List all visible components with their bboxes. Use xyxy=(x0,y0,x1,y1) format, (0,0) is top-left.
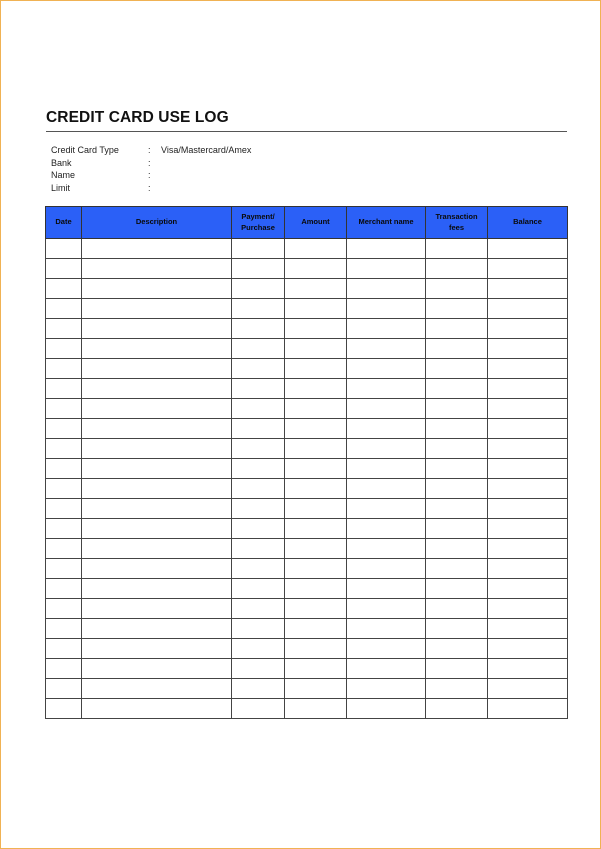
cell-amount[interactable] xyxy=(285,459,347,479)
cell-payment-purchase[interactable] xyxy=(232,279,285,299)
cell-transaction-fees[interactable] xyxy=(426,339,488,359)
cell-balance[interactable] xyxy=(488,419,568,439)
cell-balance[interactable] xyxy=(488,319,568,339)
cell-balance[interactable] xyxy=(488,239,568,259)
cell-description[interactable] xyxy=(82,659,232,679)
cell-balance[interactable] xyxy=(488,439,568,459)
info-row-bank xyxy=(51,157,251,170)
cell-transaction-fees[interactable] xyxy=(426,239,488,259)
cell-balance[interactable] xyxy=(488,279,568,299)
info-label: Bank xyxy=(51,157,72,168)
cell-balance[interactable] xyxy=(488,479,568,499)
table-row xyxy=(46,239,568,259)
cell-transaction-fees[interactable] xyxy=(426,419,488,439)
cell-merchant-name[interactable] xyxy=(347,659,426,679)
cell-balance[interactable] xyxy=(488,459,568,479)
cell-payment-purchase[interactable] xyxy=(232,259,285,279)
cell-amount[interactable] xyxy=(285,439,347,459)
cell-balance[interactable] xyxy=(488,259,568,279)
cell-amount[interactable] xyxy=(285,699,347,719)
cell-date[interactable] xyxy=(46,539,82,559)
table-row xyxy=(46,519,568,539)
cell-amount[interactable] xyxy=(285,499,347,519)
info-label: Name xyxy=(51,170,76,180)
cell-transaction-fees[interactable] xyxy=(426,379,488,399)
table-row xyxy=(46,259,568,279)
cell-balance[interactable] xyxy=(488,539,568,559)
cell-merchant-name[interactable] xyxy=(347,319,426,339)
cell-amount[interactable] xyxy=(285,679,347,699)
table-row xyxy=(46,619,568,639)
cell-amount[interactable] xyxy=(285,419,347,439)
credit-card-log-table xyxy=(45,206,568,719)
cell-description[interactable] xyxy=(82,319,232,339)
cell-description[interactable] xyxy=(82,399,232,419)
cell-amount[interactable] xyxy=(285,539,347,559)
table-row xyxy=(46,639,568,659)
table-row xyxy=(46,659,568,679)
cell-payment-purchase[interactable] xyxy=(232,439,285,459)
cell-date[interactable] xyxy=(46,619,82,639)
cell-payment-purchase[interactable] xyxy=(232,239,285,259)
cell-description[interactable] xyxy=(82,679,232,699)
cell-description[interactable] xyxy=(82,559,232,579)
cell-merchant-name[interactable] xyxy=(347,339,426,359)
cell-transaction-fees[interactable] xyxy=(426,639,488,659)
cell-date[interactable] xyxy=(46,479,82,499)
info-colon: : xyxy=(148,157,151,168)
cell-merchant-name[interactable] xyxy=(347,559,426,579)
cell-payment-purchase[interactable] xyxy=(232,339,285,359)
table-row xyxy=(46,359,568,379)
cell-transaction-fees[interactable] xyxy=(426,699,488,719)
table-row xyxy=(46,559,568,579)
cell-date[interactable] xyxy=(46,379,82,399)
cell-description[interactable] xyxy=(82,279,232,299)
cell-amount[interactable] xyxy=(285,399,347,419)
cell-payment-purchase[interactable] xyxy=(232,459,285,479)
cell-payment-purchase[interactable] xyxy=(232,299,285,319)
column-header-merchant-name: Merchant name xyxy=(347,207,426,239)
cell-merchant-name[interactable] xyxy=(347,359,426,379)
cell-description[interactable] xyxy=(82,539,232,559)
cell-date[interactable] xyxy=(46,699,82,719)
cell-payment-purchase[interactable] xyxy=(232,639,285,659)
table-row xyxy=(46,299,568,319)
cell-amount[interactable] xyxy=(285,639,347,659)
table-row xyxy=(46,479,568,499)
table-row xyxy=(46,499,568,519)
column-header-balance: Balance xyxy=(488,207,568,239)
cell-date[interactable] xyxy=(46,639,82,659)
info-colon: : xyxy=(148,182,151,193)
cell-payment-purchase[interactable] xyxy=(232,559,285,579)
cell-payment-purchase[interactable] xyxy=(232,499,285,519)
cell-amount[interactable] xyxy=(285,599,347,619)
cell-payment-purchase[interactable] xyxy=(232,379,285,399)
cell-description[interactable] xyxy=(82,419,232,439)
cell-merchant-name[interactable] xyxy=(347,639,426,659)
info-row-card-type xyxy=(51,144,251,157)
cell-transaction-fees[interactable] xyxy=(426,399,488,419)
cell-balance[interactable] xyxy=(488,619,568,639)
info-value-card-type[interactable]: Visa/Mastercard/Amex xyxy=(161,145,252,155)
cell-amount[interactable] xyxy=(285,319,347,339)
cell-date[interactable] xyxy=(46,399,82,419)
cell-merchant-name[interactable] xyxy=(347,379,426,399)
info-label: Limit xyxy=(51,182,71,193)
title-underline xyxy=(46,131,567,132)
cell-balance[interactable] xyxy=(488,519,568,539)
cell-amount[interactable] xyxy=(285,339,347,359)
table-row xyxy=(46,419,568,439)
cell-date[interactable] xyxy=(46,279,82,299)
cell-description[interactable] xyxy=(82,519,232,539)
cell-date[interactable] xyxy=(46,659,82,679)
cell-transaction-fees[interactable] xyxy=(426,519,488,539)
cell-description[interactable] xyxy=(82,259,232,279)
cell-transaction-fees[interactable] xyxy=(426,299,488,319)
cell-payment-purchase[interactable] xyxy=(232,419,285,439)
cell-balance[interactable] xyxy=(488,639,568,659)
cell-transaction-fees[interactable] xyxy=(426,659,488,679)
column-header-description: Description xyxy=(82,207,232,239)
cell-amount[interactable] xyxy=(285,299,347,319)
cell-date[interactable] xyxy=(46,299,82,319)
cell-description[interactable] xyxy=(82,379,232,399)
cell-payment-purchase[interactable] xyxy=(232,699,285,719)
cell-amount[interactable] xyxy=(285,659,347,679)
cell-transaction-fees[interactable] xyxy=(426,319,488,339)
cell-balance[interactable] xyxy=(488,359,568,379)
cell-transaction-fees[interactable] xyxy=(426,439,488,459)
table-row xyxy=(46,599,568,619)
cell-balance[interactable] xyxy=(488,579,568,599)
cell-transaction-fees[interactable] xyxy=(426,619,488,639)
cell-amount[interactable] xyxy=(285,619,347,639)
cell-transaction-fees[interactable] xyxy=(426,359,488,379)
cell-payment-purchase[interactable] xyxy=(232,479,285,499)
cell-date[interactable] xyxy=(46,499,82,519)
cell-description[interactable] xyxy=(82,599,232,619)
cell-description[interactable] xyxy=(82,699,232,719)
page-title: CREDIT CARD USE LOG xyxy=(46,109,229,126)
table-row xyxy=(46,319,568,339)
info-label: Credit Card Type xyxy=(51,145,119,155)
cell-amount[interactable] xyxy=(285,559,347,579)
cell-date[interactable] xyxy=(46,459,82,479)
cell-balance[interactable] xyxy=(488,339,568,359)
cell-merchant-name[interactable] xyxy=(347,539,426,559)
cell-amount[interactable] xyxy=(285,259,347,279)
cell-balance[interactable] xyxy=(488,659,568,679)
cell-merchant-name[interactable] xyxy=(347,599,426,619)
cell-transaction-fees[interactable] xyxy=(426,579,488,599)
cell-balance[interactable] xyxy=(488,599,568,619)
cell-transaction-fees[interactable] xyxy=(426,499,488,519)
cell-description[interactable] xyxy=(82,439,232,459)
cell-transaction-fees[interactable] xyxy=(426,479,488,499)
cell-payment-purchase[interactable] xyxy=(232,519,285,539)
cell-transaction-fees[interactable] xyxy=(426,539,488,559)
cell-payment-purchase[interactable] xyxy=(232,579,285,599)
cell-amount[interactable] xyxy=(285,479,347,499)
cell-payment-purchase[interactable] xyxy=(232,539,285,559)
cell-description[interactable] xyxy=(82,479,232,499)
cell-description[interactable] xyxy=(82,339,232,359)
table-row xyxy=(46,699,568,719)
cell-merchant-name[interactable] xyxy=(347,519,426,539)
cell-transaction-fees[interactable] xyxy=(426,459,488,479)
table-header-row xyxy=(46,207,568,239)
cell-merchant-name[interactable] xyxy=(347,619,426,639)
cell-date[interactable] xyxy=(46,259,82,279)
column-header-amount: Amount xyxy=(285,207,347,239)
table-row xyxy=(46,279,568,299)
cell-date[interactable] xyxy=(46,359,82,379)
card-info-block xyxy=(51,144,251,194)
cell-transaction-fees[interactable] xyxy=(426,259,488,279)
table-row xyxy=(46,539,568,559)
cell-description[interactable] xyxy=(82,499,232,519)
cell-date[interactable] xyxy=(46,419,82,439)
cell-amount[interactable] xyxy=(285,379,347,399)
table-row xyxy=(46,399,568,419)
cell-date[interactable] xyxy=(46,239,82,259)
cell-merchant-name[interactable] xyxy=(347,499,426,519)
cell-amount[interactable] xyxy=(285,359,347,379)
cell-payment-purchase[interactable] xyxy=(232,659,285,679)
cell-date[interactable] xyxy=(46,559,82,579)
cell-date[interactable] xyxy=(46,439,82,459)
cell-date[interactable] xyxy=(46,599,82,619)
table-row xyxy=(46,459,568,479)
cell-merchant-name[interactable] xyxy=(347,299,426,319)
cell-balance[interactable] xyxy=(488,299,568,319)
cell-merchant-name[interactable] xyxy=(347,259,426,279)
cell-balance[interactable] xyxy=(488,679,568,699)
cell-payment-purchase[interactable] xyxy=(232,399,285,419)
cell-merchant-name[interactable] xyxy=(347,439,426,459)
cell-transaction-fees[interactable] xyxy=(426,679,488,699)
table-body xyxy=(46,239,568,719)
info-row-name xyxy=(51,169,251,182)
cell-payment-purchase[interactable] xyxy=(232,619,285,639)
column-header-transaction-fees: Transaction fees xyxy=(426,207,488,239)
cell-balance[interactable] xyxy=(488,379,568,399)
table-row xyxy=(46,379,568,399)
cell-merchant-name[interactable] xyxy=(347,679,426,699)
cell-transaction-fees[interactable] xyxy=(426,599,488,619)
cell-description[interactable] xyxy=(82,579,232,599)
cell-merchant-name[interactable] xyxy=(347,279,426,299)
info-colon: : xyxy=(148,145,151,155)
cell-description[interactable] xyxy=(82,239,232,259)
cell-merchant-name[interactable] xyxy=(347,479,426,499)
cell-date[interactable] xyxy=(46,519,82,539)
cell-merchant-name[interactable] xyxy=(347,419,426,439)
table-row xyxy=(46,679,568,699)
cell-transaction-fees[interactable] xyxy=(426,279,488,299)
cell-amount[interactable] xyxy=(285,239,347,259)
cell-amount[interactable] xyxy=(285,279,347,299)
cell-merchant-name[interactable] xyxy=(347,579,426,599)
cell-date[interactable] xyxy=(46,579,82,599)
column-header-payment-purchase: Payment/ Purchase xyxy=(232,207,285,239)
cell-description[interactable] xyxy=(82,359,232,379)
cell-balance[interactable] xyxy=(488,399,568,419)
cell-date[interactable] xyxy=(46,339,82,359)
cell-description[interactable] xyxy=(82,619,232,639)
cell-balance[interactable] xyxy=(488,699,568,719)
cell-balance[interactable] xyxy=(488,499,568,519)
cell-payment-purchase[interactable] xyxy=(232,599,285,619)
table-row xyxy=(46,339,568,359)
cell-date[interactable] xyxy=(46,319,82,339)
cell-merchant-name[interactable] xyxy=(347,699,426,719)
cell-payment-purchase[interactable] xyxy=(232,359,285,379)
cell-merchant-name[interactable] xyxy=(347,399,426,419)
cell-transaction-fees[interactable] xyxy=(426,559,488,579)
cell-payment-purchase[interactable] xyxy=(232,679,285,699)
cell-description[interactable] xyxy=(82,639,232,659)
cell-balance[interactable] xyxy=(488,559,568,579)
cell-description[interactable] xyxy=(82,459,232,479)
table-row xyxy=(46,579,568,599)
table-row xyxy=(46,439,568,459)
cell-description[interactable] xyxy=(82,299,232,319)
column-header-date: Date xyxy=(46,207,82,239)
cell-payment-purchase[interactable] xyxy=(232,319,285,339)
cell-date[interactable] xyxy=(46,679,82,699)
cell-merchant-name[interactable] xyxy=(347,459,426,479)
cell-amount[interactable] xyxy=(285,519,347,539)
info-row-limit xyxy=(51,182,251,195)
cell-merchant-name[interactable] xyxy=(347,239,426,259)
info-colon: : xyxy=(148,170,151,180)
cell-amount[interactable] xyxy=(285,579,347,599)
